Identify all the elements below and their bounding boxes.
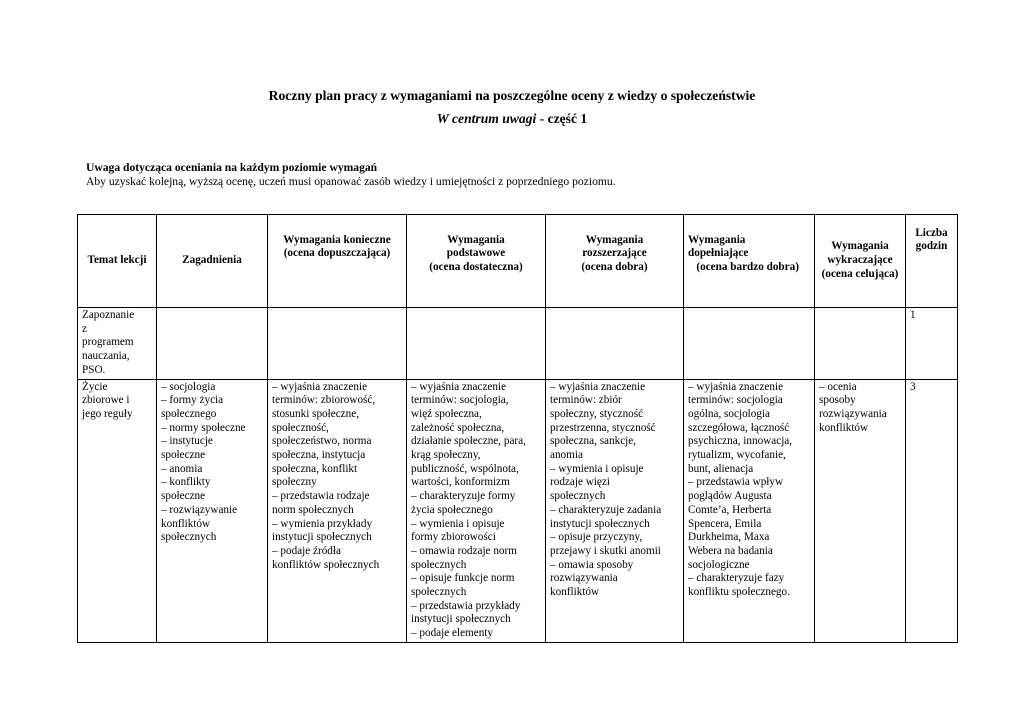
cell-text-line: – podaje źródła [272,544,341,557]
cell-text-line: stosunki społeczne, [272,407,359,420]
cell-text-line: Wymagania [831,240,889,253]
cell-text-line: – przedstawia wpływ [688,476,784,489]
cell-text-line: – rozwiązywanie [161,503,238,516]
cell-wymagania-dopelniajace [684,308,815,380]
cell-text-line: społeczne [161,449,206,462]
cell-temat-lekcji [78,308,157,380]
cell-text-line: nauczania, [82,350,130,363]
cell-text-line: społeczna, konflikt [272,462,358,475]
cell-text-line: sposoby [819,394,856,407]
cell-text-line [272,275,402,289]
document-title: Roczny plan pracy z wymaganiami na poszczególne oceny z wiedzy o społeczeństwie [268,88,756,103]
cell-text-line: terminów: zbiór [550,394,622,407]
cell-text-line [910,254,953,268]
cell-text-line: społecznych [550,490,606,503]
cell-text-line: – wyjaśnia znaczenie [272,380,368,393]
header-zagadnienia [157,215,268,308]
cell-text-line: terminów: socjologia, [411,394,509,407]
cell-wymagania-podstawowe [407,308,546,380]
cell-text-line: – konflikty [161,476,211,489]
cell-text-line: – podaje elementy [411,627,494,640]
cell-text-line: zbiorowe i [82,394,130,407]
cell-text-line: Webera na badania [688,544,773,557]
cell-text-line: – opisuje funkcje norm [411,572,515,585]
cell-text-line: społecznych [161,531,217,544]
cell-text-line: – przedstawia rodzaje [272,490,370,503]
cell-text-line: anomia [550,449,583,462]
cell-text-line: dopełniające [688,247,749,260]
cell-text-line: rodzaje więzi [550,476,610,489]
cell-wymagania-podstawowe [407,379,546,642]
cell-text-line: – wymienia i opisuje [411,517,505,530]
cell-wymagania-wykraczajace [815,379,906,642]
cell-text-line: ogólna, socjologia [688,407,771,420]
cell-text-line: Życie [82,380,108,393]
cell-text-line: Temat lekcji [87,254,147,267]
cell-text-line: konfliktów [550,586,600,599]
cell-text-line: konfliktów [819,421,869,434]
cell-text-line: wartości, konformizm [411,476,510,489]
cell-wymagania-dopelniajace [684,379,815,642]
note-body: Aby uzyskać kolejną, wyższą ocenę, uczeń musi opanować zasób wiedzy i umiejętności z poprzedniego poziomu. [86,175,616,188]
cell-text-line: społecznego [161,407,217,420]
cell-text-line [688,275,810,289]
cell-text-line: więź społeczna, [411,407,482,420]
cell-text-line: – ocenia [819,380,857,393]
cell-text-line: – wyjaśnia znaczenie [550,380,646,393]
cell-text-line [910,268,953,282]
cell-liczba-godzin [906,379,958,642]
subtitle-rest: - część 1 [536,111,588,126]
header-temat-lekcji [78,215,157,308]
cell-text-line: (ocena celująca) [821,267,899,280]
cell-text-line: konfliktów społecznych [272,558,380,571]
cell-text-line: instytucji społecznych [272,531,372,544]
cell-text-line: godzin [915,240,948,253]
cell-text-line: społecznych [411,558,467,571]
cell-text-line: bunt, alienacja [688,462,754,475]
cell-text-line [550,275,679,289]
cell-text-line: społeczny, styczność [550,407,644,420]
cell-text-line: psychiczna, innowacja, [688,435,793,448]
cell-text-line: przejawy i skutki anomii [550,544,661,557]
cell-text-line: – instytucje [161,435,213,448]
cell-text-line: (ocena dopuszczająca) [283,247,391,260]
cell-zagadnienia [157,308,268,380]
cell-text-line [910,282,953,296]
cell-wymagania-konieczne [268,379,407,642]
cell-text-line: społeczność, [272,421,329,434]
cell-text-line: – charakteryzuje fazy [688,572,785,585]
header-wymagania-rozszerzajace [546,215,684,308]
cell-text-line: – normy społeczne [161,421,246,434]
cell-text-line: (ocena dobra) [581,261,648,273]
cell-text-line: – wyjaśnia znaczenie [411,380,507,393]
requirements-table [77,214,958,643]
table-header-row [78,215,958,308]
table-row [78,379,958,642]
cell-temat-lekcji [78,379,157,642]
cell-text-line: Durkheima, Maxa [688,531,770,544]
cell-wymagania-rozszerzajace [546,308,684,380]
cell-text-line: przestrzenna, styczność [550,421,656,434]
cell-text-line: Spencera, Emila [688,517,762,530]
cell-text-line: formy zbiorowości [411,531,496,544]
cell-text-line: (ocena bardzo dobra) [688,261,799,273]
cell-text-line: podstawowe [446,247,506,260]
cell-text-line: PSO. [82,363,106,376]
cell-text-line: – wyjaśnia znaczenie [688,380,784,393]
cell-text-line: społeczne [161,490,206,503]
cell-text-line: społeczny [272,476,317,489]
cell-text-line: norm społecznych [272,503,354,516]
cell-text-line: zależność społeczna, [411,421,505,434]
cell-text-line: Wymagania [688,233,746,246]
cell-text-line: jego reguły [82,407,133,420]
cell-text-line: socjologiczne [688,558,750,571]
cell-text-line: 1 [910,309,916,321]
cell-text-line: – wymienia przykłady [272,517,373,530]
cell-text-line: rytualizm, wycofanie, [688,449,786,462]
cell-text-line: społecznych [411,586,467,599]
cell-text-line: 3 [910,380,916,393]
cell-zagadnienia [157,379,268,642]
cell-text-line: – formy życia [161,394,224,407]
cell-text-line: społeczna, instytucja [272,449,366,462]
cell-text-line [411,275,541,289]
header-wymagania-konieczne [268,215,407,308]
cell-text-line: rozszerzające [582,247,647,260]
cell-text-line: (ocena dostateczna) [429,261,523,273]
cell-wymagania-rozszerzajace [546,379,684,642]
cell-text-line: szczegółowa, łączność [688,421,790,434]
cell-text-line: instytucji społecznych [550,517,650,530]
cell-text-line: – charakteryzuje formy [411,490,516,503]
cell-text-line: Wymagania konieczne [283,233,391,246]
cell-text-line: Liczba [915,226,948,239]
header-wymagania-wykraczajace [815,215,906,308]
cell-text-line: – przedstawia przykłady [411,599,521,612]
cell-text-line [272,261,402,275]
cell-text-line: działanie społeczne, para, [411,435,526,448]
cell-text-line: – wymienia i opisuje [550,462,644,475]
cell-text-line: instytucji społecznych [411,613,511,626]
header-wymagania-dopelniajace [684,215,815,308]
subtitle-italic: W centrum uwagi [436,111,537,126]
cell-text-line: rozwiązywania [819,407,887,420]
cell-text-line: konfliktu społecznego. [688,586,790,599]
cell-text-line: publiczność, wspólnota, [411,462,519,475]
cell-text-line: Wymagania [447,233,505,246]
table-row [78,308,958,380]
cell-text-line: – omawia sposoby [550,558,634,571]
cell-text-line: terminów: zbiorowość, [272,394,376,407]
cell-text-line: – anomia [161,462,203,475]
cell-text-line: programem [82,336,134,349]
cell-text-line: poglądów Augusta [688,490,772,503]
cell-text-line: konfliktów [161,517,211,530]
cell-text-line: społeczna, sankcje, [550,435,637,448]
cell-text-line: społeczeństwo, norma [272,435,372,448]
cell-liczba-godzin [906,308,958,380]
cell-text-line: z [82,322,87,335]
cell-text-line: – opisuje przyczyny, [550,531,643,544]
cell-text-line: – charakteryzuje zadania [550,503,662,516]
cell-text-line: rozwiązywania [550,572,618,585]
note-title: Uwaga dotycząca oceniania na każdym poziomie wymagań [86,161,378,174]
cell-text-line: Comte’a, Herberta [688,503,772,516]
cell-text-line: Zagadnienia [182,254,242,267]
cell-text-line: terminów: socjologia [688,394,783,407]
document-subtitle [0,110,1024,128]
header-wymagania-podstawowe [407,215,546,308]
cell-wymagania-konieczne [268,308,407,380]
cell-text-line: krąg społeczny, [411,449,481,462]
cell-text-line: Zapoznanie [82,309,135,321]
cell-text-line: życia społecznego [411,503,493,516]
header-liczba-godzin [906,215,958,308]
cell-text-line: – socjologia [161,380,216,393]
cell-text-line: wykraczające [827,254,893,267]
cell-wymagania-wykraczajace [815,308,906,380]
cell-text-line: – omawia rodzaje norm [411,544,517,557]
cell-text-line: Wymagania [585,233,644,246]
